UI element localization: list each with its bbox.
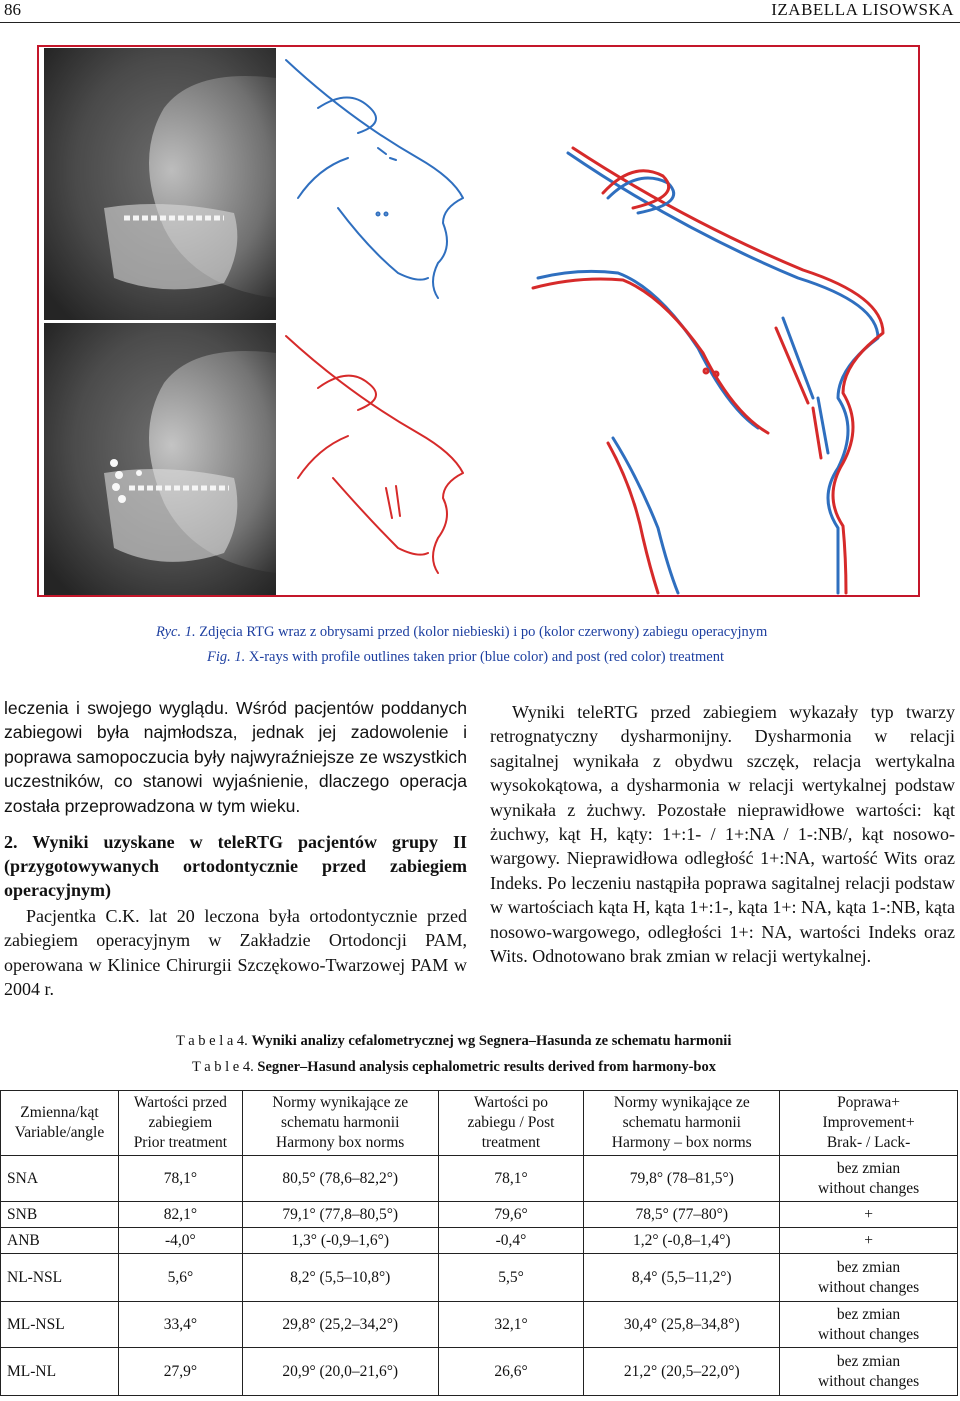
figure-caption-pl bbox=[156, 624, 767, 641]
page-number: 86 bbox=[4, 0, 21, 19]
results-table bbox=[0, 1090, 958, 1396]
tracing-prior-small bbox=[286, 60, 463, 298]
running-author: IZABELLA LISOWSKA bbox=[771, 0, 954, 19]
table-cell: -0,4° bbox=[438, 1228, 584, 1254]
right-para: Wyniki teleRTG przed zabiegiem wykazały typ twarzy retrognatyczny dysharmonijny. Dysharmonia w relacji sagitalnej wynikała z obydwu szczęk, relacja wertykalna wysokokątowa, a dysharmonia w relacji wertykalnej podstaw wynikała z żuchwy. Pozostałe nieprawidłowe wartości: kąt żuchwy, kąt H, kąty: 1+:1- / 1+:NA / 1-:NB/, kąt nosowo-wargowy. Nieprawidłowa odległość 1+:NA, wartość Wits oraz Indeks. Po leczeniu nastąpiła poprawa sagitalnej relacji podstaw w wartościach kąta H, kąta 1+:1-, kąta 1+: NA, kąta 1-:NB, kąta nosowo-wargowego, odległości 1+: NA, wartości Indeks oraz Wits. Odnotowano brak zmian w relacji wertykalnej. bbox=[490, 702, 955, 967]
right-column bbox=[490, 700, 955, 968]
xray-post bbox=[44, 323, 276, 595]
table-cell: 1,3° (-0,9–1,6°) bbox=[242, 1228, 438, 1254]
cell-variable: ML-NSL bbox=[1, 1302, 119, 1348]
table-cell: 26,6° bbox=[438, 1348, 584, 1396]
table-body bbox=[1, 1156, 958, 1396]
table-cell: 32,1° bbox=[438, 1302, 584, 1348]
table-caption-en bbox=[192, 1059, 716, 1076]
table-cell: 78,1° bbox=[118, 1156, 242, 1202]
table-cell: bez zmian without changes bbox=[780, 1302, 958, 1348]
table-cell: 78,5° (77–80°) bbox=[584, 1202, 780, 1228]
table-cell: 29,8° (25,2–34,2°) bbox=[242, 1302, 438, 1348]
table-cell: 5,5° bbox=[438, 1254, 584, 1302]
left-para-2: Pacjentka C.K. lat 20 leczona była ortodontycznie przed zabiegiem operacyjnym w Zakładzie Ortodoncji PAM, operowana w Klinice Chirurgii Szczękowo-Twarzowej PAM w 2004 r. bbox=[4, 906, 467, 1000]
table-row bbox=[1, 1348, 958, 1396]
header-post: Wartości po zabiegu / Post treatment bbox=[438, 1091, 584, 1156]
cell-variable: NL-NSL bbox=[1, 1254, 119, 1302]
header-rule bbox=[0, 22, 960, 23]
table-cell: 80,5° (78,6–82,2°) bbox=[242, 1156, 438, 1202]
xray-prior-image bbox=[44, 48, 276, 320]
tracing-overlay-large bbox=[533, 148, 883, 593]
cell-variable: SNA bbox=[1, 1156, 119, 1202]
section-heading: 2. Wyniki uzyskane w teleRTG pacjentów grupy II (przygotowywanych ortodontycznie przed zabiegiem operacyjnym) bbox=[4, 832, 467, 901]
table-caption-pl-text: Wyniki analizy cefalometrycznej wg Segnera–Hasunda ze schematu harmonii bbox=[251, 1033, 732, 1049]
table-header-row bbox=[1, 1091, 958, 1156]
page-header bbox=[4, 0, 954, 24]
table-cell: 33,4° bbox=[118, 1302, 242, 1348]
header-norms-prior: Normy wynikające ze schematu harmonii Harmony box norms bbox=[242, 1091, 438, 1156]
table-caption-en-prefix: T a b l e 4. bbox=[192, 1059, 254, 1075]
table-cell: 8,2° (5,5–10,8°) bbox=[242, 1254, 438, 1302]
cell-variable: ML-NL bbox=[1, 1348, 119, 1396]
header-prior: Wartości przed zabiegiem Prior treatment bbox=[118, 1091, 242, 1156]
table-cell: bez zmian without changes bbox=[780, 1156, 958, 1202]
table-row bbox=[1, 1202, 958, 1228]
table-cell: 1,2° (-0,8–1,4°) bbox=[584, 1228, 780, 1254]
header-improvement: Poprawa+ Improvement+ Brak- / Lack- bbox=[780, 1091, 958, 1156]
profile-tracings bbox=[278, 48, 918, 596]
figure-caption-en-text: X-rays with profile outlines taken prior (blue color) and post (red color) treatment bbox=[248, 649, 725, 665]
left-para-1: leczenia i swojego wyglądu. Wśród pacjentów poddanych zabiegowi była najmłodsza, jednak jej zadowolenie i poprawa samopoczucia były najwyraźniejsze ze wszystkich uczestników, co stanowi wyjaśnienie, dlaczego operacja została przeprowadzona w tym wieku. bbox=[4, 698, 467, 816]
header-norms-post: Normy wynikające ze schematu harmonii Harmony – box norms bbox=[584, 1091, 780, 1156]
cell-variable: SNB bbox=[1, 1202, 119, 1228]
tracing-post-small bbox=[286, 336, 463, 573]
figure-caption-pl-prefix: Ryc. 1. bbox=[156, 624, 196, 640]
table-cell: 79,1° (77,8–80,5°) bbox=[242, 1202, 438, 1228]
table-row bbox=[1, 1156, 958, 1202]
table-row bbox=[1, 1254, 958, 1302]
table-cell: 82,1° bbox=[118, 1202, 242, 1228]
table-caption-pl bbox=[176, 1033, 731, 1050]
table-cell: 21,2° (20,5–22,0°) bbox=[584, 1348, 780, 1396]
table-cell: 30,4° (25,8–34,8°) bbox=[584, 1302, 780, 1348]
table-cell: bez zmian without changes bbox=[780, 1348, 958, 1396]
figure-caption-en bbox=[207, 649, 724, 666]
table-cell: 8,4° (5,5–11,2°) bbox=[584, 1254, 780, 1302]
table-cell: 5,6° bbox=[118, 1254, 242, 1302]
table-cell: -4,0° bbox=[118, 1228, 242, 1254]
figure-caption-pl-text: Zdjęcia RTG wraz z obrysami przed (kolor niebieski) i po (kolor czerwony) zabiegu operacyjnym bbox=[199, 624, 768, 640]
table-cell: 20,9° (20,0–21,6°) bbox=[242, 1348, 438, 1396]
left-column bbox=[4, 696, 467, 1002]
table-caption-pl-prefix: T a b e l a 4. bbox=[176, 1033, 248, 1049]
table-caption-en-text: Segner–Hasund analysis cephalometric results derived from harmony-box bbox=[257, 1059, 717, 1075]
table-row bbox=[1, 1302, 958, 1348]
table-cell: bez zmian without changes bbox=[780, 1254, 958, 1302]
table-cell: 79,6° bbox=[438, 1202, 584, 1228]
xray-post-image bbox=[44, 323, 276, 595]
table-cell: 78,1° bbox=[438, 1156, 584, 1202]
table-cell: 79,8° (78–81,5°) bbox=[584, 1156, 780, 1202]
table-cell: + bbox=[780, 1228, 958, 1254]
header-variable: Zmienna/kąt Variable/angle bbox=[1, 1091, 119, 1156]
table-row bbox=[1, 1228, 958, 1254]
cell-variable: ANB bbox=[1, 1228, 119, 1254]
figure-caption-en-prefix: Fig. 1. bbox=[207, 649, 246, 665]
table-cell: + bbox=[780, 1202, 958, 1228]
xray-prior bbox=[44, 48, 276, 320]
table-cell: 27,9° bbox=[118, 1348, 242, 1396]
